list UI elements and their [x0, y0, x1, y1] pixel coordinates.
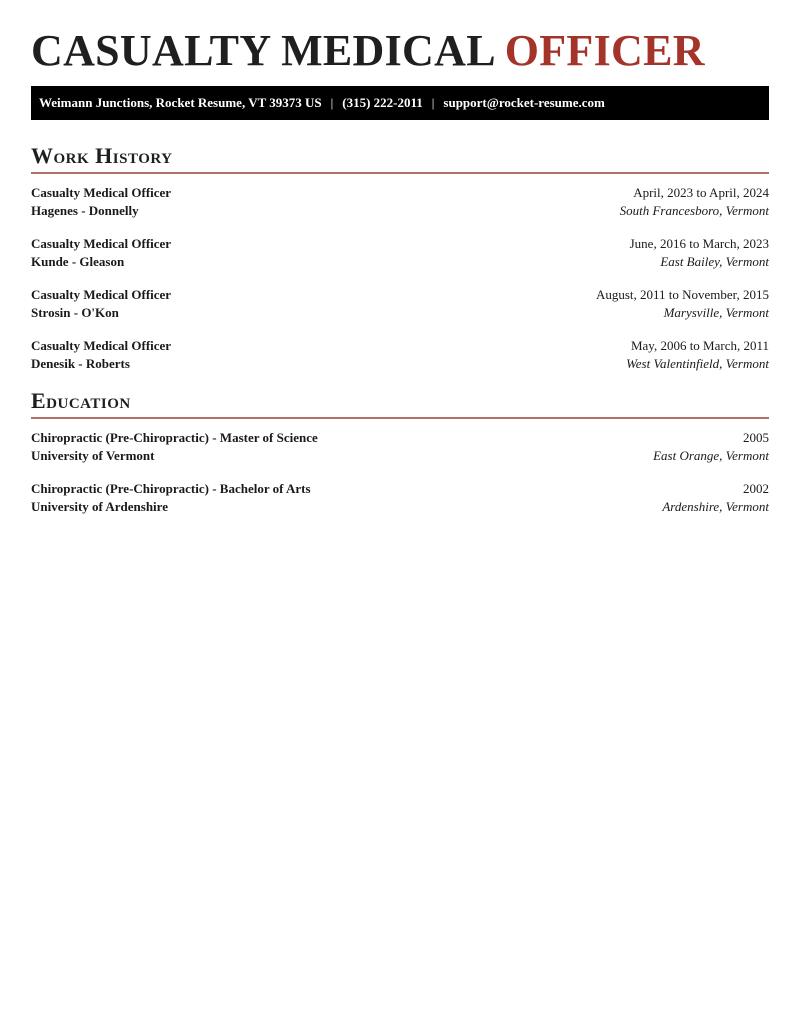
job-company: Denesik - Roberts — [31, 356, 130, 371]
contact-address: Weimann Junctions, Rocket Resume, VT 39373 US — [39, 95, 322, 110]
education-school: University of Ardenshire — [31, 499, 168, 514]
job-location: East Bailey, Vermont — [660, 254, 769, 269]
job-location: Marysville, Vermont — [663, 305, 769, 320]
job-position: Casualty Medical Officer — [31, 236, 172, 251]
job-company: Kunde - Gleason — [31, 254, 125, 269]
education-list — [31, 429, 769, 515]
work-entry — [31, 286, 769, 321]
name-accent: OFFICER — [504, 26, 705, 75]
job-location: South Francesboro, Vermont — [619, 203, 769, 218]
work-history-heading: Work History — [31, 143, 173, 168]
education-degree: Chiropractic (Pre-Chiropractic) - Bachelor of Arts — [31, 481, 311, 496]
education-entry — [31, 429, 769, 464]
education-degree: Chiropractic (Pre-Chiropractic) - Master of Science — [31, 430, 318, 445]
work-entry — [31, 337, 769, 372]
section-divider — [31, 417, 769, 419]
job-position: Casualty Medical Officer — [31, 185, 172, 200]
contact-separator: | — [431, 95, 435, 110]
education-location: Ardenshire, Vermont — [662, 499, 769, 514]
work-entry — [31, 184, 769, 219]
resume-name — [31, 0, 769, 76]
job-dates: August, 2011 to November, 2015 — [595, 287, 769, 302]
work-entry — [31, 235, 769, 270]
job-position: Casualty Medical Officer — [31, 287, 172, 302]
education-year: 2002 — [743, 481, 769, 496]
job-company: Hagenes - Donnelly — [31, 203, 139, 218]
education-year: 2005 — [743, 430, 769, 445]
section-divider — [31, 172, 769, 174]
job-company: Strosin - O'Kon — [31, 305, 119, 320]
job-position: Casualty Medical Officer — [31, 338, 172, 353]
contact-separator: | — [330, 95, 334, 110]
job-dates: April, 2023 to April, 2024 — [633, 185, 769, 200]
contact-bar — [31, 86, 769, 120]
job-location: West Valentinfield, Vermont — [626, 356, 769, 371]
education-entry — [31, 480, 769, 515]
education-school: University of Vermont — [31, 448, 155, 463]
work-history-list — [31, 184, 769, 372]
education-location: East Orange, Vermont — [653, 448, 769, 463]
contact-email: support@rocket-resume.com — [443, 95, 605, 110]
job-dates: May, 2006 to March, 2011 — [630, 338, 769, 353]
name-first: CASUALTY MEDICAL — [31, 26, 494, 75]
contact-phone: (315) 222-2011 — [342, 95, 423, 110]
job-dates: June, 2016 to March, 2023 — [629, 236, 769, 251]
education-heading: Education — [31, 388, 131, 413]
